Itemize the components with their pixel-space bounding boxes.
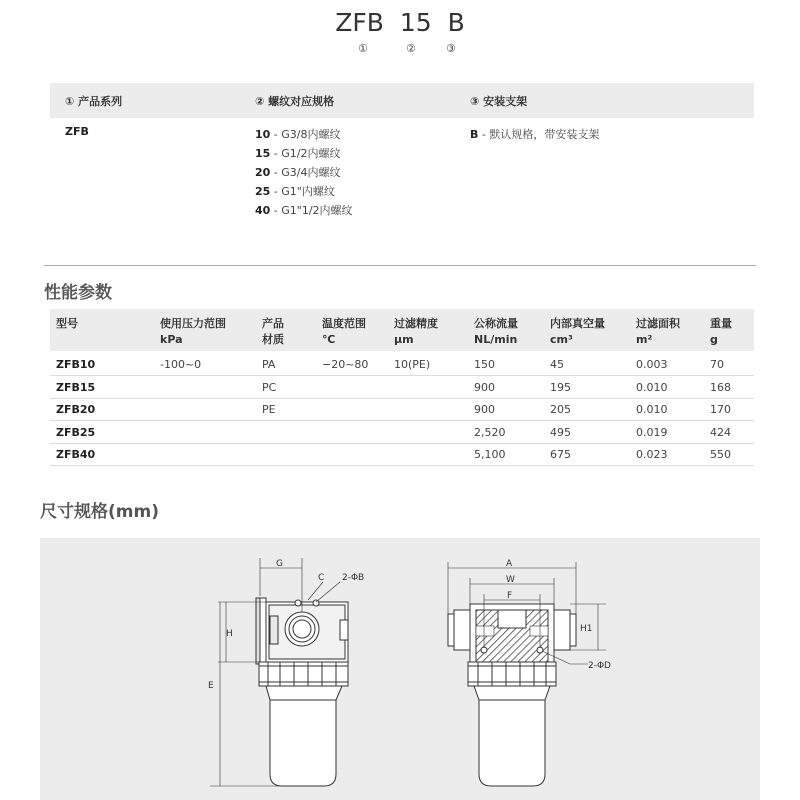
side-view — [208, 558, 364, 786]
perf-header-weight — [710, 316, 732, 348]
series-value: ZFB — [65, 125, 89, 138]
perf-cell-weight: 424 — [710, 425, 731, 439]
code-part-bracket: B — [447, 8, 465, 37]
dim-label-h: H — [226, 629, 233, 639]
perf-header-line2: μm — [394, 333, 414, 346]
perf-header-line2: g — [710, 333, 718, 346]
perf-cell-vacuum: 205 — [550, 403, 571, 416]
perf-cell-precision: 10(PE) — [394, 358, 431, 371]
ordering-header-series: ① 产品系列 — [65, 95, 123, 108]
perf-cell-pressure: -100~0 — [160, 358, 202, 371]
perf-header-precision — [394, 316, 438, 348]
perf-header-line1: 内部真空量 — [550, 317, 605, 330]
perf-cell-area: 0.010 — [636, 380, 668, 394]
code-mark-2: ② — [406, 42, 416, 55]
perf-cell-flow: 5,100 — [474, 448, 506, 461]
perf-row-line — [50, 443, 754, 444]
thread-item: 25 - G1"内螺纹 — [255, 185, 335, 198]
perf-header-model — [56, 316, 78, 332]
perf-header-line1: 使用压力范围 — [160, 317, 226, 330]
perf-header-temp — [322, 316, 366, 348]
dim-label-w: W — [506, 575, 515, 585]
perf-cell-area: 0.003 — [636, 358, 668, 371]
perf-cell-weight: 550 — [710, 448, 731, 461]
perf-cell-material: PA — [262, 358, 276, 371]
dim-label-c: C — [318, 573, 325, 583]
perf-cell-area: 0.010 — [636, 403, 668, 416]
code-mark-3: ③ — [446, 42, 456, 55]
dim-label-h1: H1 — [580, 624, 593, 634]
perf-cell-model: ZFB10 — [56, 358, 96, 371]
perf-header-pressure — [160, 316, 226, 348]
perf-header-line2: 材质 — [262, 333, 284, 346]
perf-cell-flow: 150 — [474, 358, 495, 371]
dimension-drawing — [40, 538, 760, 800]
perf-cell-flow: 900 — [474, 380, 495, 394]
perf-cell-flow: 900 — [474, 403, 495, 416]
section-divider — [44, 265, 756, 266]
dim-label-a: A — [506, 559, 513, 569]
perf-header-line1: 过滤面积 — [636, 317, 680, 330]
model-code — [0, 8, 800, 37]
perf-row-line — [50, 420, 754, 421]
perf-cell-model: ZFB25 — [56, 425, 96, 439]
perf-header-area — [636, 316, 680, 348]
dim-label-phi-b: 2-ΦB — [342, 573, 365, 583]
perf-header-vacuum — [550, 316, 605, 348]
perf-header-line1: 公称流量 — [474, 317, 518, 330]
ordering-table-header — [50, 83, 754, 118]
perf-header-flow — [474, 316, 518, 348]
dim-label-g: G — [276, 559, 283, 569]
perf-header-material — [262, 316, 284, 348]
perf-header-line1: 产品 — [262, 317, 284, 330]
ordering-header-bracket: ③ 安装支架 — [470, 95, 528, 108]
perf-header-line1: 重量 — [710, 317, 732, 330]
thread-item: 20 - G3/4内螺纹 — [255, 166, 341, 179]
code-mark-1: ① — [358, 42, 368, 55]
code-part-series: ZFB — [335, 8, 384, 37]
perf-header-line1: 温度范围 — [322, 317, 366, 330]
ordering-header-thread: ② 螺纹对应规格 — [255, 95, 335, 108]
perf-cell-material: PC — [262, 380, 277, 394]
perf-header-line2: m² — [636, 333, 653, 346]
performance-title: 性能参数 — [44, 283, 112, 303]
perf-cell-vacuum: 675 — [550, 448, 571, 461]
perf-cell-area: 0.019 — [636, 425, 668, 439]
perf-header-line2: ℃ — [322, 333, 336, 346]
perf-cell-area: 0.023 — [636, 448, 668, 461]
code-part-thread: 15 — [399, 8, 432, 37]
perf-cell-model: ZFB40 — [56, 448, 96, 461]
perf-header-line2: cm³ — [550, 333, 573, 346]
front-view — [448, 559, 611, 786]
perf-cell-material: PE — [262, 403, 276, 416]
perf-header-line2: NL/min — [474, 333, 518, 346]
perf-cell-weight: 168 — [710, 380, 731, 394]
perf-header-line1: 型号 — [56, 317, 78, 330]
dim-label-e: E — [208, 681, 214, 691]
perf-cell-weight: 70 — [710, 358, 724, 371]
perf-header-line2: kPa — [160, 333, 183, 346]
dim-label-f: F — [507, 591, 513, 601]
perf-header-line1: 过滤精度 — [394, 317, 438, 330]
perf-cell-model: ZFB15 — [56, 380, 96, 394]
perf-cell-temp: −20~80 — [322, 358, 369, 371]
perf-cell-weight: 170 — [710, 403, 731, 416]
perf-row-line — [50, 465, 754, 466]
perf-cell-vacuum: 495 — [550, 425, 571, 439]
perf-cell-vacuum: 195 — [550, 380, 571, 394]
dimensions-title: 尺寸规格(mm) — [40, 502, 159, 522]
dim-label-phi-d: 2-ΦD — [588, 661, 611, 671]
bracket-item: B - 默认规格，带安装支架 — [470, 128, 600, 141]
perf-row-line — [50, 398, 754, 399]
thread-item: 10 - G3/8内螺纹 — [255, 128, 341, 141]
perf-cell-vacuum: 45 — [550, 358, 564, 371]
thread-item: 15 - G1/2内螺纹 — [255, 147, 341, 160]
thread-item: 40 - G1"1/2内螺纹 — [255, 204, 353, 217]
perf-cell-flow: 2,520 — [474, 425, 506, 439]
perf-row-line — [50, 375, 754, 376]
perf-cell-model: ZFB20 — [56, 403, 96, 416]
